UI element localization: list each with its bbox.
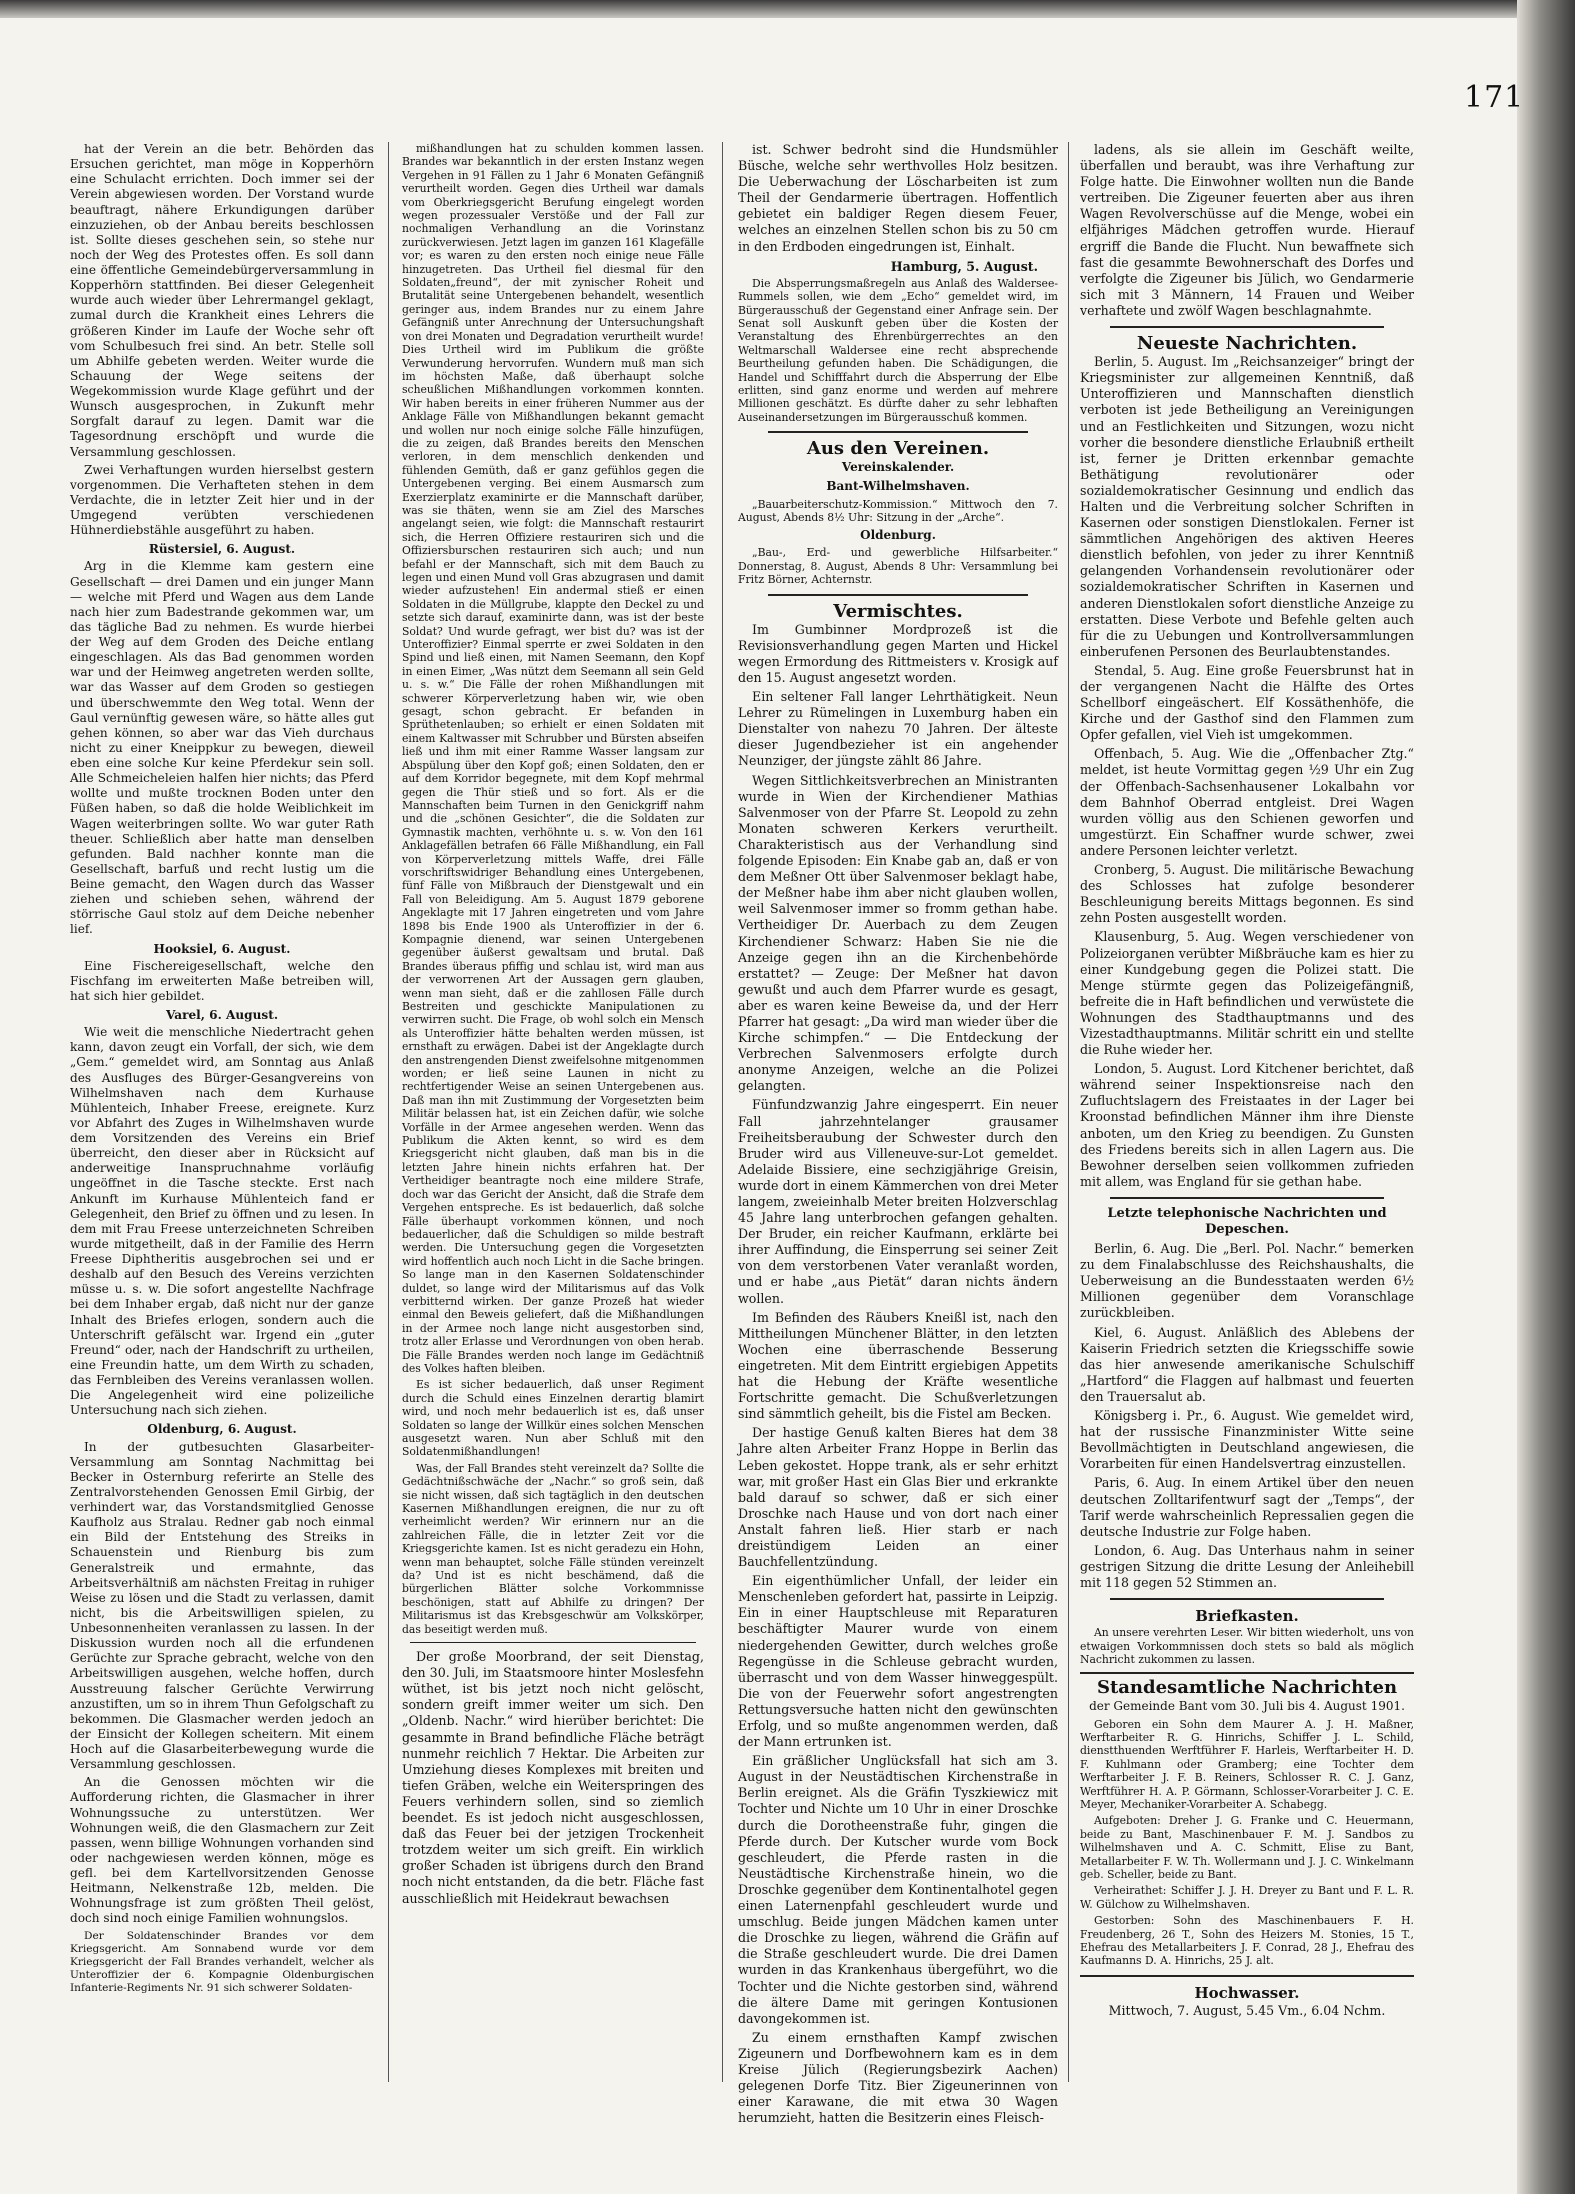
section-heading: Vermischtes.	[833, 600, 963, 622]
dateline: Rüstersiel, 6. August.	[148, 542, 296, 557]
article-paragraph: Paris, 6. Aug. In einem Artikel über den neuen deutschen Zolltarifentwurf sagt der „Temps“, der Tarif werde wahrscheinlich Repressalien gegen die deutsche Industrie zur Folge haben.	[1080, 1475, 1414, 1539]
registry-entry: Geboren ein Sohn dem Maurer A. J. H. Maßner, Werftarbeiter R. G. Hinrichs, Schiffer J. L. Schild, dienstthuenden Werftführer F. Harleis, Werftarbeiter H. D. F. Kuhlmann oder Gramberg; eine Tochter dem Werftarbeiter J. F. B. Reiners, Schlosser R. C. J. Ganz, Werftführer H. A. P. Görmann, Schlosser-Vorarbeiter J. C. E. Meyer, Mechaniker-Vorarbeiter A. Schabegg.	[1080, 1717, 1414, 1811]
article-paragraph: Wie weit die menschliche Niedertracht gehen kann, davon zeugt ein Vorfall, der sich, wie dem „Gem.“ gemeldet wird, am Sonntag aus Anlaß des Ausfluges des Bürger-Gesangvereins von Wilhelmshaven nach dem Kurhause Mühlenteich, Inhaber Freese, ereignete. Kurz vor Abfahrt des Zuges in Wilhelmshaven wurde dem Vorsitzenden des Vereins ein Brief überreicht, den dieser aber in Rücksicht auf anderweitige Inanspruchnahme vorläufig ungeöffnet in die Tasche steckte. Erst nach Ankunft im Kurhause Mühlenteich fand er Gelegenheit, den Brief zu öffnen und zu lesen. In dem mit Frau Freese unterzeichneten Schreiben wurde mitgetheilt, daß in der Familie des Herrn Freese Diphtheritis ausgebrochen sei und er deshalb auf den Besuch des Vereins verzichten müsse u. s. w. Die sofort angestellte Nachfrage bei dem Inhaber ergab, daß nicht nur der ganze Inhalt des Briefes erlogen, sondern auch die Unterschrift gefälscht war. Irgend ein „guter Freund“ oder, nach der Handschrift zu urtheilen, eine Freundin hatte, um dem Wirth zu schaden, das Fernbleiben des Vereins veranlassen wollen. Die Angelegenheit wird eine polizeiliche Untersuchung nach sich ziehen.	[70, 1025, 374, 1418]
article-paragraph: Es ist sicher bedauerlich, daß unser Regiment durch die Schuld eines Einzelnen derartig blamirt wird, und noch mehr bedauerlich ist es, daß unser Soldaten so lange der Willkür eines solchen Menschen ausgesetzt waren. Nun aber Schluß mit den Soldatenmißhandlungen!	[402, 1378, 704, 1459]
separator	[768, 594, 1028, 596]
article-paragraph: Berlin, 5. August. Im „Reichsanzeiger“ bringt der Kriegsminister zur allgemeinen Kenntniß, daß Unteroffizieren und Mannschaften dienstlich verboten ist jede Betheiligung an Vereinigungen und an Festlichkeiten und Sitzungen, wozu nicht vorher die besondere dienstliche Erlaubniß ertheilt ist, ferner je Dritten erkennbar gemachte Bethätigung revolutionärer oder sozialdemokratischer Gesinnung und endlich das Halten und die Verbreitung solcher Schriften in Kasernen oder sonstigen Dienstlokalen. Ferner ist sämmtlichen Angehörigen des aktiven Heeres dienstlich befohlen, von jeder zu ihrer Kenntniß gelangenden Vorhandensein revolutionärer oder sozialdemokratischer Schriften in Kasernen und anderen Dienstlokalen sofort dienstliche Anzeige zu erstatten. Diese Verbote und Befehle gelten auch für die zu Uebungen und Kontrollversammlungen einberufenen Personen des Beurlaubtenstandes.	[1080, 354, 1414, 659]
article-paragraph: ladens, als sie allein im Geschäft weilte, überfallen und beraubt, was ihre Verhaftung zur Folge hatte. Die Einwohner wollten nun die Bande vertreiben. Die Zigeuner feuerten aber aus ihren Wagen Revolverschüsse auf die Menge, wobei ein elfjähriges Mädchen getroffen wurde. Hierauf ergriff die Bande die Flucht. Nun bewaffnete sich fast die gesammte Bewohnerschaft des Dorfes und verfolgte die Zigeuner bis Jülich, wo Gendarmerie sich mit 3 Männern, 14 Frauen und Weiber verhaftete und zwölf Wagen beschlagnahmte.	[1080, 142, 1414, 318]
article-paragraph: Der große Moorbrand, der seit Dienstag, den 30. Juli, im Staatsmoore hinter Moslesfehn wüthet, ist bis jetzt noch nicht gelöscht, sondern greift immer weiter um sich. Den „Oldenb. Nachr.“ wird hierüber berichtet: Die gesammte in Brand befindliche Fläche beträgt nunmehr reichlich 7 Hektar. Die Arbeiten zur Umziehung dieses Komplexes mit breiten und tiefen Gräben, welche ein Weiterspringen des Feuers verhindern sollen, sind so ziemlich beendet. Es ist jedoch nicht ausgeschlossen, daß das Feuer bei der jetzigen Trockenheit trotzdem weiter um sich greift. Ein wirklich großer Schaden ist übrigens durch den Brand noch nicht entstanden, da die betr. Fläche fast ausschließlich mit Heidekraut bewachsen	[402, 1649, 704, 1906]
article-paragraph: Königsberg i. Pr., 6. August. Wie gemeldet wird, hat der russische Finanzminister Witte seine Bevollmächtigten in Deutschland angewiesen, die Vorarbeiten für einen Handelsvertrag einzustellen.	[1080, 1408, 1414, 1472]
subheading: Vereinskalender.	[841, 460, 955, 475]
article-paragraph: Stendal, 5. Aug. Eine große Feuersbrunst hat in der vergangenen Nacht die Hälfte des Ortes Schellborf eingeäschert. Elf Kossäthenhöfe, die Kirche und der Gasthof sind den Flammen zum Opfer gefallen, viel Vieh ist umgekommen.	[1080, 662, 1414, 743]
article-paragraph: Eine Fischereigesellschaft, welche den Fischfang im erweiterten Maße betreiben will, hat sich hier gebildet.	[70, 958, 374, 1003]
article-paragraph: Fünfundzwanzig Jahre eingesperrt. Ein neuer Fall jahrzehntelanger grausamer Freiheitsberaubung der Schwester durch den Bruder wird aus Villeneuve-sur-Lot gemeldet. Adelaide Bissiere, eine sechzigjährige Greisin, wurde dort in einem Kämmerchen von drei Meter langem, zweieinhalb Meter breiten Holzverschlag 45 Jahre lang unterbrochen gefangen gehalten. Der Bruder, ein reicher Kaufmann, erklärte bei ihrer Auffindung, die Einsperrung sei seiner Zeit von dem verstorbenen Vater veranlaßt worden, und er habe „aus Pietät“ daran nichts ändern wollen.	[738, 1097, 1058, 1306]
column-3	[738, 142, 1058, 2129]
subheading: der Gemeinde Bant vom 30. Juli bis 4. August 1901.	[1089, 1699, 1405, 1714]
article-paragraph: Berlin, 6. Aug. Die „Berl. Pol. Nachr.“ bemerken zu dem Finalabschlusse des Reichshaushalts, die Ueberweisung an die Bundesstaaten werden 6½ Millionen gegenüber dem Voranschlage zurückbleiben.	[1080, 1241, 1414, 1321]
article-paragraph: Was, der Fall Brandes steht vereinzelt da? Sollte die Gedächtnißschwäche der „Nachr.“ so groß sein, daß sie nicht wissen, daß sich tagtäglich in den deutschen Kasernen Mißhandlungen ereignen, die nur zu oft verheimlicht werden? Wir erinnern nur an die zahlreichen Fälle, die in letzter Zeit vor die Kriegsgerichte kamen. Ist es nicht geradezu ein Hohn, wenn man behauptet, solche Fälle stünden vereinzelt da? Und ist es nicht beschämend, daß die bürgerlichen Blätter solche Vorkommnisse beschönigen, statt auf Abhilfe zu dringen? Der Militarismus ist das Krebsgeschwür am Volkskörper, das beseitigt werden muß.	[402, 1461, 704, 1636]
article-paragraph: In der gutbesuchten Glasarbeiter-Versammlung am Sonntag Nachmittag bei Becker in Osternburg referirte an Stelle des Zentralvorstehenden Genossen Emil Girbig, der verhindert war, das Vorstandsmitglied Genosse Kaufholz aus Stralau. Redner gab noch einmal ein Bild der Entstehung des Streiks in Schauenstein und Rienburg bis zum Generalstreik und ermahnte, das Arbeitsverhältniß am nächsten Freitag in ruhiger Weise zu lösen und die Stadt zu verlassen, damit nicht, bis die Arbeitswilligen spielen, zu Unbesonnenheiten veranlassen zu lassen. In der Diskussion wurden noch all die erfundenen Gerüchte zur Sprache gebracht, welche von den Arbeitswilligen ausgehen, welche hoffen, durch Ausstreuung falscher Gerüchte Verwirrung anzustiften, um so in ihrem Thun Gefolgschaft zu bekommen. Die Glasmacher werden jedoch an der Einsicht der Kollegen scheitern. Mit einem Hoch auf die Glasarbeiterbewegung wurde die Versammlung geschlossen.	[70, 1439, 374, 1772]
article-paragraph: Kiel, 6. August. Anläßlich des Ablebens der Kaiserin Friedrich setzten die Kriegsschiffe sowie das hier anwesende amerikanische Schulschiff „Hartford“ die Flaggen auf halbmast und feuerten den Trauersalut ab.	[1080, 1324, 1414, 1404]
column-rule	[722, 142, 723, 2082]
column-1	[70, 142, 374, 1998]
separator	[410, 1642, 696, 1643]
tide-times: Mittwoch, 7. August, 5.45 Vm., 6.04 Nchm.	[1108, 2002, 1386, 2018]
subheading: Oldenburg.	[860, 528, 936, 543]
separator	[1110, 326, 1384, 328]
article-paragraph: Zu einem ernsthaften Kampf zwischen Zigeunern und Dorfbewohnern kam es in dem Kreise Jülich (Regierungsbezirk Aachen) gelegenen Dorfe Titz. Bier Zigeunerinnen von einer Karawane, die mit etwa 30 Wagen herumzieht, hatten die Besitzerin eines Fleisch-	[738, 2029, 1058, 2126]
article-paragraph: An unsere verehrten Leser. Wir bitten wiederholt, uns von etwaigen Vorkommnissen doch stets so bald als möglich Nachricht zukommen zu lassen.	[1080, 1626, 1414, 1666]
article-paragraph: Offenbach, 5. Aug. Wie die „Offenbacher Ztg.“ meldet, ist heute Vormittag gegen ½9 Uhr ein Zug der Offenbach-Sachsenhausener Lokalbahn vor dem Bahnhof Oberrad entgleist. Drei Wagen wurden völlig aus den Schienen geworfen und umgestürzt. Ein Schaffner wurde schwer, zwei andere Personen leichter verletzt.	[1080, 746, 1414, 858]
column-rule	[388, 142, 389, 2082]
article-paragraph: Arg in die Klemme kam gestern eine Gesellschaft — drei Damen und ein junger Mann — welche mit Pferd und Wagen aus dem Lande nach hier zum Badestrande gekommen war, um das tägliche Bad zu nehmen. Es wurde hierbei der Weg auf dem Groden des Deiche entlang eingeschlagen. Als das Bad genommen worden war und der Heimweg angetreten werden sollte, war das Wasser auf dem Groden so gestiegen und überschwemmte den Weg total. Wenn der Gaul vernünftig gewesen wäre, so hätte alles gut gehen können, so aber war das Vieh durchaus nicht zu einer Kneippkur zu bewegen, dieweil eben eine solche Kur keine Pferdekur sein soll. Alle Schmeicheleien halfen hier nichts; das Pferd wollte und mußte trocknen Boden unter den Füßen haben, so daß die holde Weiblichkeit im Wagen weiterbringen sollte. Wo war guter Rath theuer. Schließlich aber hatte man denselben gefunden. Bald nachher konnte man die Gesellschaft, barfuß und recht lustig um die Beine gemacht, den Wagen durch das Wasser ziehen und schieben sehen, während der störrische Gaul stolz auf dem Deiche nebenher lief.	[70, 559, 374, 937]
separator	[1110, 1598, 1384, 1600]
scan-top-edge	[0, 0, 1520, 18]
article-paragraph: An die Genossen möchten wir die Aufforderung richten, die Glasmacher in ihrer Wohnungssuche zu unterstützen. Wer Wohnungen weiß, die den Glasmachern zur Zeit passen, wenn billige Wohnungen vorhanden sind oder nachgewiesen werden können, möge es gefl. bei dem Kartellvorsitzenden Genosse Heitmann, Nelkenstraße 12b, melden. Die Wohnungsfrage ist zum größten Theil gelöst, doch sind noch einige Familien wohnungslos.	[70, 1775, 374, 1926]
calendar-entry: „Bauarbeiterschutz-Kommission.“ Mittwoch den 7. August, Abends 8½ Uhr: Sitzung in der „Arche“.	[738, 497, 1058, 524]
section-heading: Hochwasser.	[1194, 1983, 1300, 2002]
article-paragraph: Ein seltener Fall langer Lehrthätigkeit. Neun Lehrer zu Rümelingen in Luxemburg haben ein Dienstalter von nahezu 70 Jahren. Der älteste dieser Jugendbezieher ist ein angehender Neunziger, der jüngste zählt 86 Jahre.	[738, 689, 1058, 769]
article-paragraph: Klausenburg, 5. Aug. Wegen verschiedener von Polizeiorganen verübter Mißbräuche kam es hier zu einer Kundgebung gegen die Polizei statt. Die Menge stürmte gegen das Polizeigefängniß, befreite die in Haft befindlichen und verwüstete die Wohnungen des Stadthauptmanns und des Vizestadthauptmanns. Militär schritt ein und stellte die Ruhe wieder her.	[1080, 929, 1414, 1058]
article-paragraph: Zwei Verhaftungen wurden hierselbst gestern vorgenommen. Die Verhafteten stehen in dem Verdachte, die in letzter Zeit hier und in der Umgegend verübten verschiedenen Hühnerdiebstähle ausgeführt zu haben.	[70, 462, 374, 538]
article-paragraph: London, 5. August. Lord Kitchener berichtet, daß während seiner Inspektionsreise nach den Zufluchtslagern des Freistaates in der Lager bei Kroonstad befindlichen Männer ihm ihre Dienste anboten, um den Krieg zu beendigen. Zu Gunsten des Friedens bereits sich in allen Lagern aus. Die Bewohner derselben seien vollkommen zufrieden mit allem, was England für sie gethan habe.	[1080, 1061, 1414, 1189]
article-paragraph: ist. Schwer bedroht sind die Hundsmühler Büsche, welche sehr werthvolles Holz besitzen. Die Ueberwachung der Löscharbeiten ist zum Theil der Gendarmerie übertragen. Hoffentlich gebietet ein baldiger Regen diesem Feuer, welches an einzelnen Stellen schon bis zu 50 cm in den Erdboden eingedrungen ist, Einhalt.	[738, 142, 1058, 254]
page-number: 171	[1464, 80, 1525, 115]
dateline: Hamburg, 5. August.	[890, 258, 1038, 274]
separator	[768, 431, 1028, 433]
column-rule	[1068, 142, 1069, 2082]
column-4	[1080, 142, 1414, 2022]
article-paragraph: Wegen Sittlichkeitsverbrechen an Ministranten wurde in Wien der Kirchendiener Mathias Salvenmoser von der Pfarre St. Leopold zu zehn Monaten schweren Kerkers verurtheilt. Charakteristisch aus der Verhandlung sind folgende Episoden: Ein Knabe gab an, daß er von dem Meßner Ott über Salvenmoser beklagt habe, der Meßner habe ihm aber nicht glauben wollen, weil Salvenmoser immer so fromm gethan habe. Vertheidiger Dr. Auerbach zu dem Zeugen Kirchendiener Schwarz: Haben Sie nie die Anzeige gegen ihn an die Kirchenbehörde erstattet? — Zeuge: Der Meßner hat davon gewußt und auch dem Pfarrer wurde es gesagt, aber es waren keine Beweise da, und der Herr Pfarrer hat gesagt: „Da wird man wieder über die Kirche schimpfen.“ — Die Entdeckung der Verbrechen Salvenmosers erfolgte durch anonyme Anzeigen, welche an die Polizei gelangten.	[738, 772, 1058, 1094]
article-paragraph: Der hastige Genuß kalten Bieres hat dem 38 Jahre alten Arbeiter Franz Hoppe in Berlin das Leben gekostet. Hoppe trank, als er sehr erhitzt war, mit großer Hast ein Glas Bier und erkrankte bald darauf so schwer, daß er sich einer Droschke nach Hause und von dort nach einer Anstalt fahren ließ. Hier starb er nach dreistündigem Leiden an einer Bauchfellentzündung.	[738, 1425, 1058, 1570]
article-paragraph: Ein eigenthümlicher Unfall, der leider ein Menschenleben gefordert hat, passirte in Leipzig. Ein in einer Hauptschleuse mit Reparaturen beschäftigter Maurer wurde von einem niedergehenden Gewitter, durch welches große Regengüsse in die Schleuse gebracht wurden, überrascht und von dem Wasser hinweggespült. Die von der Feuerwehr sofort angestrengten Rettungsversuche hatten nicht den gewünschten Erfolg, und so mußte angenommen werden, daß der Mann ertrunken ist.	[738, 1573, 1058, 1750]
column-2	[402, 142, 704, 1910]
article-paragraph: Im Gumbinner Mordprozeß ist die Revisionsverhandlung gegen Marten und Hickel wegen Ermordung des Rittmeisters v. Krosigk auf den 15. August angesetzt worden.	[738, 621, 1058, 685]
scan-binding-edge	[1517, 0, 1575, 2194]
section-heading: Letzte telephonische Nachrichten und Depeschen.	[1107, 1205, 1387, 1237]
dateline: Varel, 6. August.	[165, 1008, 279, 1022]
registry-entry: Verheirathet: Schiffer J. J. H. Dreyer zu Bant und F. L. R. W. Gülchow zu Wilhelmshaven.	[1080, 1884, 1414, 1911]
civil-registry-box	[1080, 1672, 1414, 1977]
calendar-entry: „Bau-, Erd- und gewerbliche Hilfsarbeiter.“ Donnerstag, 8. August, Abends 8 Uhr: Versammlung bei Fritz Börner, Achternstr.	[738, 546, 1058, 587]
dateline: Oldenburg, 6. August.	[147, 1422, 297, 1437]
article-paragraph: hat der Verein an die betr. Behörden das Ersuchen gerichtet, man möge in Kopperhörn eine Schulacht errichten. Doch immer sei der Verein abgewiesen worden. Der Vorstand wurde beauftragt, nähere Erkundigungen darüber einzuziehen, ob der Anbau bereits beschlossen ist. Sollte dieses geschehen sein, so stehe nur noch der Weg des Protestes offen. Es soll dann eine öffentliche Gemeindebürgerversammlung in Kopperhörn stattfinden. Bei dieser Gelegenheit wurde auch wieder über Lehrermangel geklagt, zumal durch die Krankheit eines Lehrers die größeren Kinder im Laufe der Woche sehr oft vom Schulbesuch frei sind. An betr. Stelle soll um Abhilfe gebeten werden. Weiter wurde die Schauung der Wege seitens der Wegekommission wurde Klage geführt und der Wunsch ausgesprochen, in Zukunft mehr Sorgfalt darauf zu legen. Damit war die Tagesordnung erschöpft und wurde die Versammlung geschlossen.	[70, 142, 374, 459]
registry-entry: Gestorben: Sohn des Maschinenbauers F. H. Freudenberg, 26 T., Sohn des Heizers M. Stonies, 15 T., Ehefrau des Metallarbeiters J. F. Conrad, 28 J., Ehefrau des Kaufmanns D. A. Hinrichs, 25 J. alt.	[1080, 1914, 1414, 1968]
subheading: Bant-Wilhelmshaven.	[826, 479, 970, 494]
section-heading: Neueste Nachrichten.	[1136, 333, 1358, 355]
article-paragraph: Cronberg, 5. August. Die militärische Bewachung des Schlosses hat zufolge besonderer Beschleunigung bereits Mittags begonnen. Es sind zehn Posten ausgestellt worden.	[1080, 862, 1414, 926]
separator	[1110, 1197, 1384, 1199]
article-paragraph: Der Soldatenschinder Brandes vor dem Kriegsgericht. Am Sonnabend wurde vor dem Kriegsgericht der Fall Brandes verhandelt, welcher als Unteroffizier der 6. Kompagnie Oldenburgischen Infanterie-Regiments Nr. 91 sich schwerer Soldaten-	[70, 1929, 374, 1995]
article-paragraph: Im Befinden des Räubers Kneißl ist, nach den Mittheilungen Münchener Blätter, in den letzten Wochen eine überraschende Besserung eingetreten. Mit dem Eintritt ergiebigen Appetits hat die Hebung der Kräfte wesentliche Fortschritte gemacht. Die Schußverletzungen sind sämmtlich geheilt, bis die Fistel am Becken.	[738, 1309, 1058, 1422]
article-paragraph: mißhandlungen hat zu schulden kommen lassen. Brandes war bekanntlich in der ersten Instanz wegen Vergehen in 91 Fällen zu 1 Jahr 6 Monaten Gefängniß verurtheilt worden. Gegen dies Urtheil war damals vom Oberkriegsgericht Berufung eingelegt worden wegen prozessualer Verstöße und der Fall zur nochmaligen Verhandlung an die Vorinstanz zurückverwiesen. Jetzt lagen im ganzen 161 Klagefälle vor; es waren zu den ersten noch einige neue Fälle hinzugetreten. Das Urtheil fiel diesmal für den Soldaten„freund“, der mit zynischer Roheit und Brutalität seine Untergebenen behandelt, wesentlich geringer aus, indem Brandes nur zu einem Jahre Gefängniß unter Anrechnung der Untersuchungshaft von drei Monaten und Degradation verurtheilt wurde! Dies Urtheil wird im Publikum die größte Verwunderung hervorrufen. Wundern muß man sich im höchsten Maße, daß überhaupt solche scheußlichen Mißhandlungen vorkommen konnten. Wir haben bereits in einer früheren Nummer aus der Anklage Fälle von Mißhandlungen bekannt gemacht und wollen nur noch einige solche Fälle hinzufügen, die zu zeigen, daß Brandes bereits den Menschen verloren, in dem menschlich denkenden und fühlenden Gemüth, daß er ganz gefühlos gegen die Untergebenen verging. Bei einem Ausmarsch zum Exerzierplatz examinirte er die Mannschaft darüber, was sie thäten, wenn sie am Ziel des Marsches angelangt seien, wie folgt: die Mannschaft restaurirt sich, die Herren Offiziere restauriren sich und die Offiziersburschen restauriren sich auch; und nun befahl er der Mannschaft, sich mit dem Bauch zu legen und einen Mund voll Gras abzugrasen und damit wieder aufzustehen! Ein andermal stieß er einen Soldaten in die Müllgrube, klappte den Deckel zu und setzte sich darauf, examinirte dann, was ist der beste Soldat? Und wurde gefragt, wer bist du? was ist der Unteroffizier? Einmal sperrte er zwei Soldaten in den Spind und ließ einen, mit Namen Seemann, den Kopf in einen Eimer, „Was nützt dem Seemann all sein Geld u. s. w.“ Die Fälle der rohen Mißhandlungen mit schwerer Körperverletzung haben wir, wie oben gesagt, schon gebracht. Er befanden in Sprüthetenlauben; so erhielt er einen Soldaten mit einem Kaltwasser mit Schrubber und Bürsten abseifen ließ und ihm mit einer Ramme Wasser langsam zur Abspülung über den Kopf goß; einen Soldaten, den er auf dem Korridor begegnete, mit dem Kopf mehrmal gegen die Thür stieß und so fort. Als er die Mannschaften beim Turnen in den Genickgriff nahm und die „schönen Gesichter“, die die Soldaten zur Gymnastik machten, verhöhnte u. s. w. Von den 161 Anklagefällen betrafen 66 Fälle Mißhandlung, ein Fall von Körperverletzung mittels Waffe, drei Fälle vorschriftswidriger Behandlung eines Untergebenen, fünf Fälle von Mißbrauch der Dienstgewalt und ein Fall von Beleidigung. Am 5. August 1879 geborene Angeklagte mit 17 Jahren eingetreten und vom Jahre 1898 bis Ende 1900 als Unteroffizier in der 6. Kompagnie dienend, war seinen Untergebenen gegenüber äußerst gewaltsam und brutal. Daß Brandes überaus pfiffig und schlau ist, wird man aus der verworrenen Art der Aussagen gern glauben, wenn man sieht, daß er die zahllosen Fälle durch Bestreiten und geschickte Manipulationen zu verwirren sucht. Die Frage, ob wohl solch ein Mensch als Unteroffizier hätte behalten werden müssen, ist ernsthaft zu erwägen. Dabei ist der Angeklagte durch den anstrengenden Dienst zweifelsohne mitgenommen worden; er ließ seine Launen in nicht zu rechtfertigender Weise an seinen Untergebenen aus. Daß man ihn mit Zustimmung der Vorgesetzten beim Militär belassen hat, ist ein Zeichen dafür, wie solche Vorfälle in der Armee angesehen werden. Wenn das Publikum die Akten kennt, so wird es dem Kriegsgericht nicht glauben, daß man bis in die letzten Jahre hinein nichts erfahren hat. Der Vertheidiger beantragte noch eine mildere Strafe, doch war das Gericht der Ansicht, daß die Strafe dem Vergehen entspreche. Es ist bedauerlich, daß solche Fälle überhaupt vorkommen können, und noch bedauerlicher, daß die Schuldigen so milde bestraft werden. Die Untersuchung gegen die Vorgesetzten wird hoffentlich auch noch Licht in die Sache bringen. So lange man in den Kasernen Soldatenschinder duldet, so lange wird der Militarismus auf das Volk verbitternd wirken. Der ganze Prozeß hat wieder einmal den Beweis geliefert, daß die Mißhandlungen in der Armee noch lange nicht ausgestorben sind, trotz aller Erlasse und Verordnungen von oben herab. Die Fälle Brandes werden noch lange im Gedächtniß des Volkes haften bleiben.	[402, 142, 704, 1375]
registry-entry: Aufgeboten: Dreher J. G. Franke und C. Heuermann, beide zu Bant, Maschinenbauer F. M. J. Sandbos zu Wilhelmshaven und A. C. Schmitt, Elise zu Bant, Metallarbeiter F. W. Th. Wollermann und J. J. C. Winkelmann geb. Scheller, beide zu Bant.	[1080, 1814, 1414, 1882]
article-paragraph: Ein gräßlicher Unglücksfall hat sich am 3. August in der Neustädtischen Kirchenstraße in Berlin ereignet. Als die Gräfin Tyszkiewicz mit Tochter und Nichte um 10 Uhr in einer Droschke durch die Dorotheenstraße fuhr, gingen die Pferde durch. Der Kutscher wurde vom Bock geschleudert, die Pferde rasten in die Neustädtische Kirchenstraße hinein, wo die Droschke gegenüber dem Kontinentalhotel gegen einen Laternenpfahl geschleudert wurde und umschlug. Beide jungen Mädchen kamen unter die Droschke zu liegen, während die Gräfin auf die Straße geschleudert wurde. Die drei Damen wurden in das Krankenhaus übergeführt, wo die Tochter und die Nichte gestorben sind, während die ältere Dame mit geringen Kontusionen davongekommen ist.	[738, 1753, 1058, 2026]
section-heading: Briefkasten.	[1195, 1607, 1299, 1626]
article-paragraph: London, 6. Aug. Das Unterhaus nahm in seiner gestrigen Sitzung die dritte Lesung der Anleihebill mit 118 gegen 52 Stimmen an.	[1080, 1542, 1414, 1590]
dateline: Hooksiel, 6. August.	[153, 941, 291, 956]
article-paragraph: Die Absperrungsmaßregeln aus Anlaß des Waldersee-Rummels sollen, wie dem „Echo“ gemeldet wird, im Bürgerausschuß der Gegenstand einer Anfrage sein. Der Senat soll Auskunft geben über die Kosten der Veranstaltung des Ehrenbürgerrechtes an den Weltmarschall Waldersee eine recht absprechende Beurtheilung gefunden haben. Die Schädigungen, die Handel und Schifffahrt durch die Absperrung der Elbe erlitten, sind ganz enorme und werden auf mehrere Millionen geschätzt. Es dürfte daher zu sehr lebhaften Auseinandersetzungen im Bürgerausschuß kommen.	[738, 276, 1058, 424]
section-heading: Standesamtliche Nachrichten	[1096, 1677, 1398, 1699]
section-heading: Aus den Vereinen.	[806, 438, 990, 460]
